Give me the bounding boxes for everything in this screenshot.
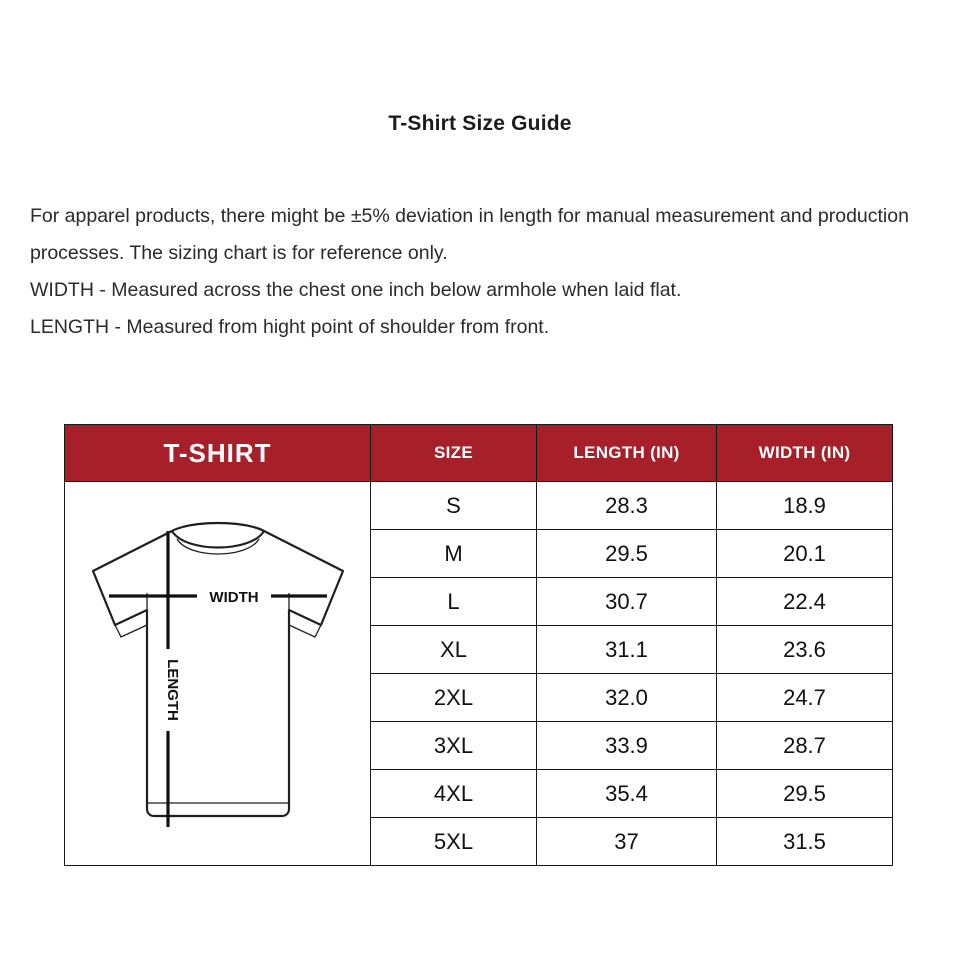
header-width: WIDTH (IN): [717, 425, 893, 482]
page-title: T-Shirt Size Guide: [388, 112, 572, 135]
cell-width: 18.9: [717, 482, 893, 530]
intro-paragraph-1: For apparel products, there might be ±5% deviation in length for manual measurement and production processes. The sizing chart is for reference only.: [30, 205, 909, 264]
cell-width: 22.4: [717, 578, 893, 626]
cell-width: 20.1: [717, 530, 893, 578]
cell-size: 2XL: [371, 674, 537, 722]
intro-paragraph-2: WIDTH - Measured across the chest one inch below armhole when laid flat.: [30, 279, 682, 301]
size-table: [64, 424, 893, 866]
table-header-row: [65, 425, 893, 482]
cell-length: 32.0: [537, 674, 717, 722]
cell-size: L: [371, 578, 537, 626]
length-label: LENGTH: [163, 658, 181, 721]
cell-width: 23.6: [717, 626, 893, 674]
cell-length: 31.1: [537, 626, 717, 674]
table-row: [65, 482, 893, 530]
cell-width: 31.5: [717, 818, 893, 866]
cell-length: 29.5: [537, 530, 717, 578]
cell-size: M: [371, 530, 537, 578]
width-label: WIDTH: [208, 588, 259, 606]
cell-length: 37: [537, 818, 717, 866]
cell-size: XL: [371, 626, 537, 674]
header-size: SIZE: [371, 425, 537, 482]
cell-length: 30.7: [537, 578, 717, 626]
tshirt-diagram-icon: [75, 509, 361, 839]
cell-size: S: [371, 482, 537, 530]
cell-size: 5XL: [371, 818, 537, 866]
cell-length: 35.4: [537, 770, 717, 818]
size-table-container: [64, 424, 892, 866]
cell-width: 24.7: [717, 674, 893, 722]
cell-size: 4XL: [371, 770, 537, 818]
intro-paragraph-3: LENGTH - Measured from hight point of shoulder from front.: [30, 316, 550, 338]
cell-size: 3XL: [371, 722, 537, 770]
brand-header: T-SHIRT: [65, 425, 371, 482]
intro-text: [30, 198, 910, 346]
tshirt-diagram-cell: [65, 482, 371, 866]
header-length: LENGTH (IN): [537, 425, 717, 482]
cell-length: 28.3: [537, 482, 717, 530]
cell-width: 28.7: [717, 722, 893, 770]
cell-width: 29.5: [717, 770, 893, 818]
cell-length: 33.9: [537, 722, 717, 770]
